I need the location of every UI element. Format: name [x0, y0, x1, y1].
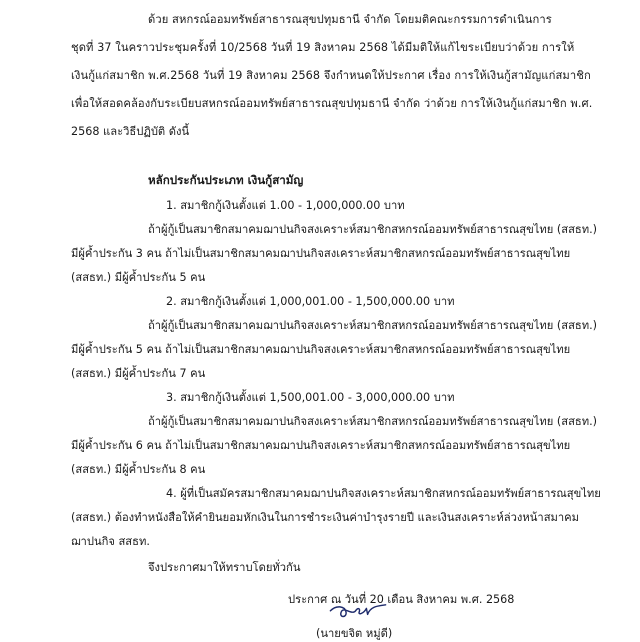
item-3-title: 3. สมาชิกกู้เงินตั้งแต่ 1,500,001.00 - 3,000,000.00 บาท [166, 391, 455, 404]
announcement-date: ประกาศ ณ วันที่ 20 เดือน สิงหาคม พ.ศ. 2568 [288, 593, 515, 606]
section-heading: หลักประกันประเภท เงินกู้สามัญ [148, 173, 304, 187]
item-3-line-2: มีผู้ค้ำประกัน 6 คน ถ้าไม่เป็นสมาชิกสมาคมฌาปนกิจสงเคราะห์สมาชิกสหกรณ์ออมทรัพย์สาธารณสุขไทย [71, 439, 571, 452]
closing-statement: จึงประกาศมาให้ทราบโดยทั่วกัน [148, 561, 301, 574]
signature-image [312, 600, 404, 624]
item-1-title: 1. สมาชิกกู้เงินตั้งแต่ 1.00 - 1,000,000.00 บาท [166, 199, 405, 212]
item-2-line-3: (สสธท.) มีผู้ค้ำประกัน 7 คน [71, 367, 206, 380]
item-1-line-3: (สสธท.) มีผู้ค้ำประกัน 5 คน [71, 271, 206, 284]
item-4-line-1: (สสธท.) ต้องทำหนังสือให้คำยินยอมหักเงินในการชำระเงินค่าบำรุงรายปี และเงินสงเคราะห์ล่วงหน้าสมาคม [71, 511, 580, 524]
intro-line-3: เงินกู้แก่สมาชิก พ.ศ.2568 วันที่ 19 สิงหาคม 2568 จึงกำหนดให้ประกาศ เรื่อง การให้เงินกู้สามัญแก่สมาชิก [71, 69, 591, 82]
item-4-title: 4. ผู้ที่เป็นสมัครสมาชิกสมาคมฌาปนกิจสงเคราะห์สมาชิกสหกรณ์ออมทรัพย์สาธารณสุขไทย [166, 487, 601, 500]
item-4-line-2: ฌาปนกิจ สสธท. [71, 535, 150, 548]
item-2-line-2: มีผู้ค้ำประกัน 5 คน ถ้าไม่เป็นสมาชิกสมาคมฌาปนกิจสงเคราะห์สมาชิกสหกรณ์ออมทรัพย์สาธารณสุขไทย [71, 343, 571, 356]
item-2-title: 2. สมาชิกกู้เงินตั้งแต่ 1,000,001.00 - 1,500,000.00 บาท [166, 295, 455, 308]
intro-line-1: ด้วย สหกรณ์ออมทรัพย์สาธารณสุขปทุมธานี จำกัด โดยมติคณะกรรมการดำเนินการ [148, 13, 552, 26]
item-3-line-3: (สสธท.) มีผู้ค้ำประกัน 8 คน [71, 463, 206, 476]
intro-line-5: 2568 และวิธีปฏิบัติ ดังนี้ [71, 125, 190, 138]
item-1-line-2: มีผู้ค้ำประกัน 3 คน ถ้าไม่เป็นสมาชิกสมาคมฌาปนกิจสงเคราะห์สมาชิกสหกรณ์ออมทรัพย์สาธารณสุขไทย [71, 247, 571, 260]
signer-name: (นายขจิต หมู่ดี) [316, 627, 393, 640]
item-1-line-1: ถ้าผู้กู้เป็นสมาชิกสมาคมฌาปนกิจสงเคราะห์สมาชิกสหกรณ์ออมทรัพย์สาธารณสุขไทย (สสธท.) [148, 223, 598, 236]
item-2-line-1: ถ้าผู้กู้เป็นสมาชิกสมาคมฌาปนกิจสงเคราะห์สมาชิกสหกรณ์ออมทรัพย์สาธารณสุขไทย (สสธท.) [148, 319, 598, 332]
item-3-line-1: ถ้าผู้กู้เป็นสมาชิกสมาคมฌาปนกิจสงเคราะห์สมาชิกสหกรณ์ออมทรัพย์สาธารณสุขไทย (สสธท.) [148, 415, 598, 428]
intro-line-2: ชุดที่ 37 ในคราวประชุมครั้งที่ 10/2568 วันที่ 19 สิงหาคม 2568 ได้มีมติให้แก้ไขระเบียบว่าด้วย การให้ [71, 41, 575, 54]
intro-line-4: เพื่อให้สอดคล้องกับระเบียบสหกรณ์ออมทรัพย์สาธารณสุขปทุมธานี จำกัด ว่าด้วย การให้เงินกู้แก่สมาชิก พ.ศ. [71, 97, 593, 110]
